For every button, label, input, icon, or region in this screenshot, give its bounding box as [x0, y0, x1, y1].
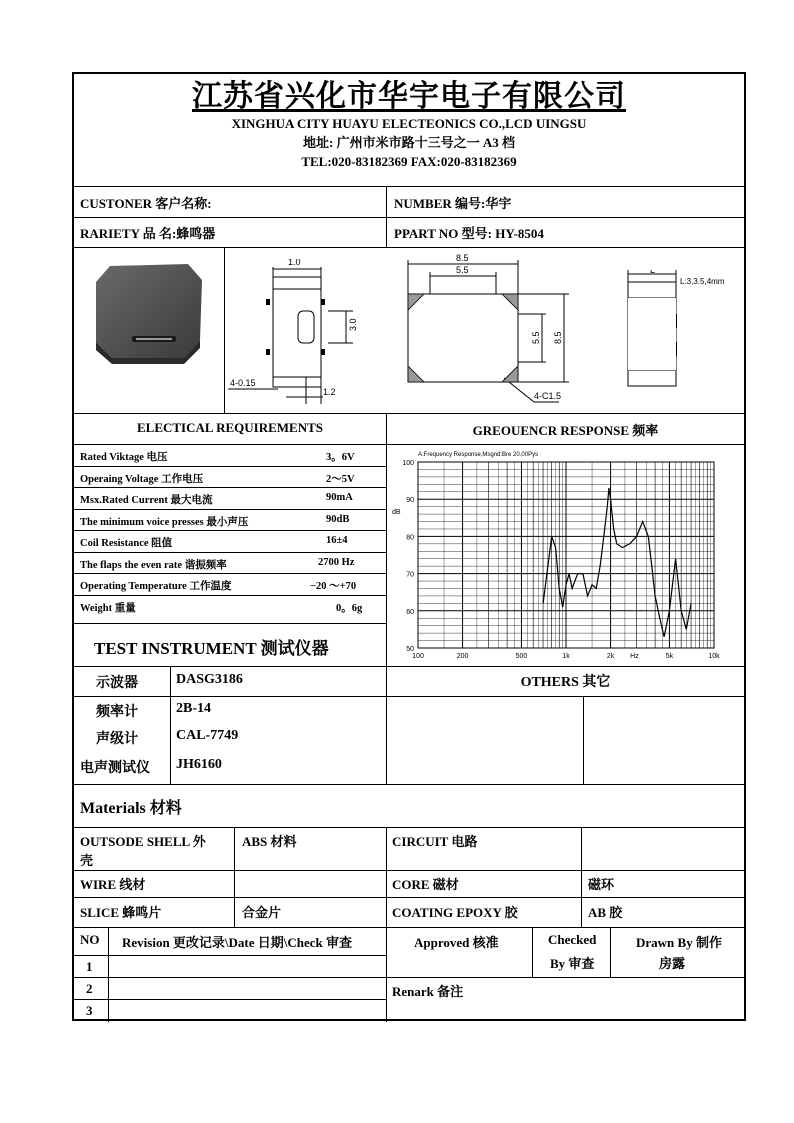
instrument-model: DASG3186 — [176, 672, 243, 687]
material-label: SLICE 蜂鸣片 — [80, 905, 162, 920]
electrical-row — [74, 596, 386, 618]
divider — [74, 247, 744, 248]
divider — [74, 413, 744, 414]
instrument-name: 示波器 — [96, 676, 138, 691]
electrical-row — [74, 510, 386, 532]
electrical-label: Msx.Rated Current 最大电流 — [80, 495, 213, 506]
drawn-label: Drawn By 制作 — [636, 935, 722, 950]
chart-y-tick-label: 60 — [406, 608, 414, 616]
divider — [74, 927, 744, 928]
divider — [74, 827, 744, 828]
revision-row-no: 2 — [86, 981, 93, 996]
divider — [583, 696, 584, 784]
divider — [74, 977, 744, 978]
divider — [581, 827, 582, 927]
chart-y-tick-label: 100 — [402, 460, 414, 467]
divider — [234, 827, 235, 927]
response-title: GREOUENCR RESPONSE 频率 — [472, 423, 659, 438]
electrical-value: 16±4 — [326, 535, 348, 546]
divider — [74, 217, 744, 218]
electrical-value: −20 ～+70 — [310, 581, 357, 592]
material-label-cont: 壳 — [80, 853, 94, 868]
dim-5-5-top: 5.5 — [456, 265, 469, 275]
electrical-value: 90dB — [326, 513, 350, 525]
chart-x-tick-label: 500 — [515, 653, 528, 660]
electrical-label: The minimum voice presses 最小声压 — [80, 516, 249, 528]
dim-l-values: L:3,3.5,4mm — [680, 277, 725, 286]
electrical-value: 2700 Hz — [318, 556, 355, 568]
divider — [224, 247, 225, 413]
divider — [386, 666, 387, 784]
drawn-name: 房露 — [659, 956, 686, 971]
chart-y-tick-label: 90 — [406, 497, 414, 505]
divider — [74, 870, 744, 871]
chart-x-tick-label: 100 — [412, 653, 424, 660]
dim-3-0: 3.0 — [348, 318, 358, 331]
electrical-label: Weight 重量 — [80, 602, 136, 614]
variety-label: RARIETY 品 名:蜂鸣器 — [80, 226, 216, 241]
electrical-label: Rated Viktage 电压 — [80, 452, 168, 463]
dim-5-5-side: 5.5 — [531, 331, 541, 344]
company-name-en: XINGHUA CITY HUAYU ELECTEONICS CO.,LCD UINGSU — [231, 116, 587, 131]
electrical-row — [74, 553, 386, 575]
customer-label: CUSTONER 客户名称: — [80, 196, 212, 211]
material-label: CIRCUIT 电路 — [392, 834, 478, 849]
electrical-label: Operating Temperature 工作温度 — [80, 581, 232, 592]
product-photo — [80, 254, 220, 369]
frequency-response-chart — [388, 446, 742, 664]
material-label: OUTSODE SHELL 外 — [80, 834, 206, 849]
instrument-model: JH6160 — [176, 757, 222, 772]
electrical-value: 90mA — [326, 492, 353, 503]
divider — [74, 784, 744, 785]
electrical-row — [74, 445, 386, 467]
dim-4-015: 4-0.15 — [230, 378, 256, 388]
material-value: 磁环 — [588, 877, 615, 892]
divider — [386, 186, 387, 247]
chart-y-tick-label: 80 — [406, 534, 414, 542]
others-title: OTHERS 其它 — [520, 675, 611, 690]
chart-series-line — [543, 488, 691, 637]
header — [74, 74, 744, 186]
chart-x-tick-label: 10k — [708, 653, 720, 660]
approved-label: Approved 核准 — [414, 935, 499, 950]
instrument-name: 频率计 — [96, 705, 138, 720]
dim-1-0: 1.0 — [288, 259, 301, 267]
electrical-row — [74, 467, 386, 489]
side-view-drawing — [228, 259, 378, 409]
instrument-name: 声级计 — [96, 732, 138, 747]
electrical-title: ELECTICAL REQUIREMENTS — [136, 420, 324, 435]
electrical-label: Coil Resistance 阻值 — [80, 538, 173, 549]
number-label: NUMBER 编号:华宇 — [394, 196, 512, 211]
chart-x-tick-label: 2k — [606, 653, 615, 660]
chart-y-tick-label: 70 — [406, 571, 414, 579]
revision-row-no: 3 — [86, 1003, 93, 1018]
divider — [532, 927, 533, 977]
divider — [610, 927, 611, 977]
electrical-row — [74, 531, 386, 553]
dim-8-5-side: 8.5 — [553, 331, 563, 344]
electrical-row — [74, 488, 386, 510]
instrument-title: TEST INSTRUMENT 测试仪器 — [94, 639, 329, 658]
electrical-value: 2～5V — [326, 473, 355, 485]
company-name-cn: 江苏省兴化市华宇电子有限公司 — [192, 80, 626, 113]
chart-x-tick-label: 1k — [562, 653, 570, 660]
material-value: AB 胶 — [588, 905, 623, 920]
dim-l: L — [650, 270, 656, 275]
part-number-label: PPART NO 型号: HY-8504 — [394, 226, 544, 241]
materials-title: Materials 材料 — [80, 800, 182, 817]
chart-x-tick-label: 200 — [456, 653, 469, 660]
checked-label-cont: By 审查 — [550, 956, 595, 971]
material-value: 合金片 — [242, 905, 282, 920]
chart-x-tick-label: Hz — [630, 653, 639, 660]
electrical-label: Operaing Voltage 工作电压 — [80, 473, 204, 485]
chart-title: A:Frequency Response,Msgnd:Bre 20.00Pys — [418, 452, 539, 458]
top-view-drawing — [394, 252, 584, 412]
divider — [386, 827, 387, 1022]
divider — [74, 696, 386, 697]
electrical-label: The flaps the even rate 谐振频率 — [80, 559, 227, 571]
material-value: ABS 材料 — [242, 834, 297, 849]
material-label: CORE 磁材 — [392, 877, 459, 892]
dim-4-c15: 4-C1.5 — [534, 391, 562, 401]
divider — [387, 696, 744, 697]
divider — [74, 955, 386, 956]
remark-label: Renark 备注 — [392, 984, 464, 999]
instrument-name: 电声测试仪 — [80, 761, 150, 776]
material-label: WIRE 线材 — [80, 877, 146, 892]
electrical-value: 0。6g — [336, 602, 363, 614]
checked-label: Checked — [548, 932, 597, 947]
divider — [108, 927, 109, 1022]
divider — [74, 186, 744, 187]
divider — [170, 666, 171, 784]
chart-y-tick-label: 50 — [406, 646, 414, 653]
revision-row-no: 1 — [86, 959, 93, 974]
divider — [74, 623, 386, 624]
end-view-drawing — [622, 270, 742, 400]
material-label: COATING EPOXY 胶 — [392, 905, 518, 920]
revision-header: Revision 更改记录\Date 日期\Check 审查 — [122, 935, 353, 950]
company-contact: TEL:020-83182369 FAX:020-83182369 — [301, 154, 517, 169]
dim-1-2: 1.2 — [323, 387, 336, 397]
chart-y-axis-label: dB — [392, 509, 401, 517]
instrument-model: 2B-14 — [176, 701, 211, 716]
chart-x-tick-label: 5k — [665, 653, 674, 660]
dim-8-5-top: 8.5 — [456, 253, 469, 263]
revision-no-header: NO — [80, 932, 100, 947]
company-address: 地址: 广州市米市路十三号之一 A3 档 — [303, 135, 515, 150]
electrical-value: 3。6V — [326, 452, 355, 463]
instrument-model: CAL-7749 — [176, 728, 239, 743]
divider — [74, 666, 744, 667]
divider — [74, 897, 744, 898]
divider — [74, 999, 386, 1000]
electrical-row — [74, 574, 386, 596]
divider — [386, 413, 387, 666]
spec-sheet — [72, 72, 746, 1021]
